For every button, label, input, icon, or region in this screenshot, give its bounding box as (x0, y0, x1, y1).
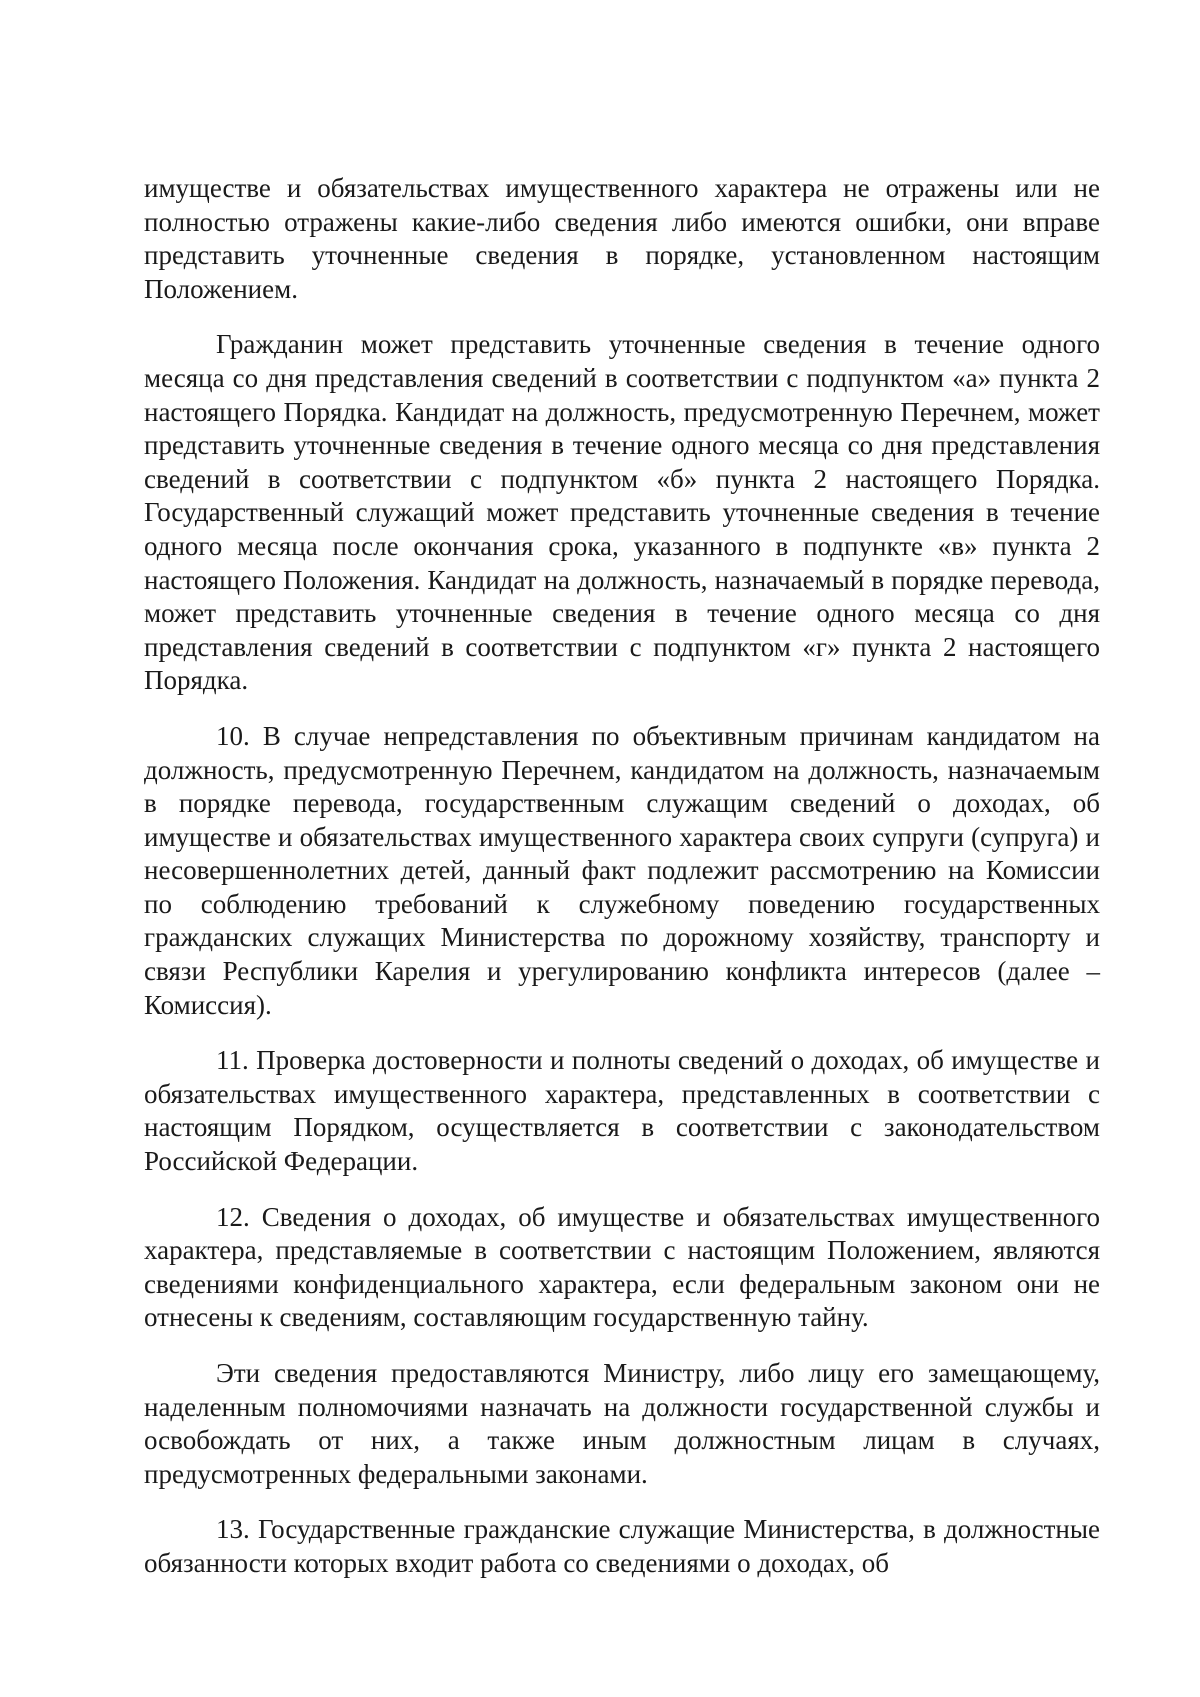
paragraph-item-12: 12. Сведения о доходах, об имуществе и обязательствах имущественного характера, представляемые в соответствии с настоящим Положением, являются сведениями конфиденциального характера, если федеральным законом они не отнесены к сведениям, составляющим государственную тайну. (144, 1201, 1100, 1333)
paragraph-item-11: 11. Проверка достоверности и полноты сведений о доходах, об имуществе и обязательствах имущественного характера, представленных в соответствии с настоящим Порядком, осуществляется в соответствии с законодательством Российской Федерации. (144, 1045, 1100, 1177)
paragraph-item-10: 10. В случае непредставления по объективным причинам кандидатом на должность, предусмотренную Перечнем, кандидатом на должность, назначаемым в порядке перевода, государственным служащим сведений о доходах, об имуществе и обязательствах имущественного характера своих супруги (супруга) и несовершеннолетних детей, данный факт подлежит рассмотрению на Комиссии по соблюдению требований к служебному поведению государственных гражданских служащих Министерства по дорожному хозяйству, транспорту и связи Республики Карелия и урегулированию конфликта интересов (далее – Комиссия). (144, 720, 1100, 1020)
paragraph-citizen-clarification: Гражданин может представить уточненные сведения в течение одного месяца со дня представления сведений в соответствии с подпунктом «а» пункта 2 настоящего Порядка. Кандидат на должность, предусмотренную Перечнем, может представить уточненные сведения в течение одного месяца со дня представления сведений в соответствии с подпунктом «б» пункта 2 настоящего Порядка. Государственный служащий может представить уточненные сведения в течение одного месяца после окончания срока, указанного в подпункте «в» пункта 2 настоящего Положения. Кандидат на должность, назначаемый в порядке перевода, может представить уточненные сведения в течение одного месяца со дня представления сведений в соответствии с подпунктом «г» пункта 2 настоящего Порядка. (144, 329, 1100, 696)
document-body (144, 172, 1100, 1581)
paragraph-item-13: 13. Государственные гражданские служащие Министерства, в должностные обязанности которых входит работа со сведениями о доходах, об (144, 1514, 1100, 1578)
paragraph-info-provision: Эти сведения предоставляются Министру, либо лицу его замещающему, наделенным полномочиями назначать на должности государственной службы и освобождать от них, а также иным должностным лицам в случаях, предусмотренных федеральными законами. (144, 1358, 1100, 1489)
paragraph-continuation: имуществе и обязательствах имущественного характера не отражены или не полностью отражены какие-либо сведения либо имеются ошибки, они вправе представить уточненные сведения в порядке, установленном настоящим Положением. (144, 173, 1100, 304)
